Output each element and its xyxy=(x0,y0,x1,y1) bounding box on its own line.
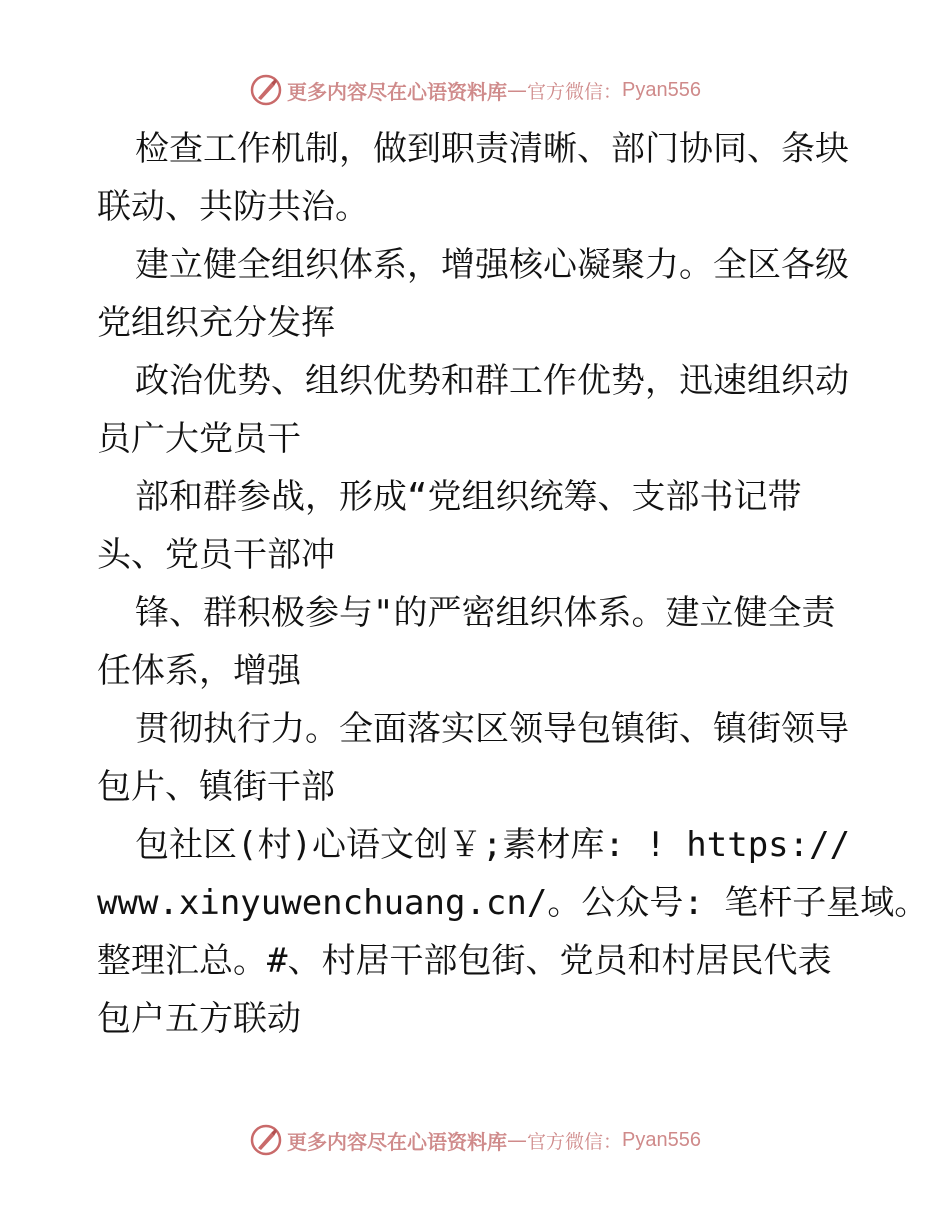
banner-text: 更多内容尽在心语资料库 xyxy=(287,79,507,104)
banner-wechat-id: Pyan556 xyxy=(622,78,701,101)
body-line: 包片、镇街干部 xyxy=(97,767,335,807)
body-line: 贯彻执行力。全面落实区领导包镇街、镇街领导 xyxy=(135,709,849,749)
document-body xyxy=(97,120,929,1048)
banner-dash: — xyxy=(507,1128,527,1152)
banner-text: 更多内容尽在心语资料库 xyxy=(287,1129,507,1154)
body-line: 政治优势、组织优势和群工作优势，迅速组织动 xyxy=(135,361,849,401)
banner-dash: — xyxy=(507,78,527,102)
body-line: 头、党员干部冲 xyxy=(97,535,335,575)
body-line: 检查工作机制，做到职责清晰、部门协同、条块 xyxy=(135,129,849,169)
body-line: 包户五方联动 xyxy=(97,999,301,1039)
body-line: 建立健全组织体系，增强核心凝聚力。全区各级 xyxy=(135,245,849,285)
body-line: 党组织充分发挥 xyxy=(97,303,335,343)
banner-wechat-label: 官方微信： xyxy=(527,1130,623,1153)
body-line: 包社区(村)心语文创￥;素材库: ! https:// xyxy=(135,825,851,865)
body-line: 部和群参战，形成“党组织统筹、支部书记带 xyxy=(135,477,802,517)
body-line: 整理汇总。#、村居干部包街、党员和村居民代表 xyxy=(97,941,832,981)
footer-banner xyxy=(0,1120,950,1160)
body-line: 任体系，增强 xyxy=(97,651,301,691)
banner-wechat-id: Pyan556 xyxy=(622,1128,701,1151)
pen-nib-icon xyxy=(249,73,283,107)
body-line: 联动、共防共治。 xyxy=(97,187,369,227)
banner-wechat-label: 官方微信： xyxy=(527,80,623,103)
header-banner xyxy=(0,70,950,110)
body-line: 锋、群积极参与"的严密组织体系。建立健全责 xyxy=(135,593,836,633)
body-line: www.xinyuwenchuang.cn/。公众号: 笔杆子星域。 xyxy=(97,883,929,923)
pen-nib-icon xyxy=(249,1123,283,1157)
body-line: 员广大党员干 xyxy=(97,419,301,459)
